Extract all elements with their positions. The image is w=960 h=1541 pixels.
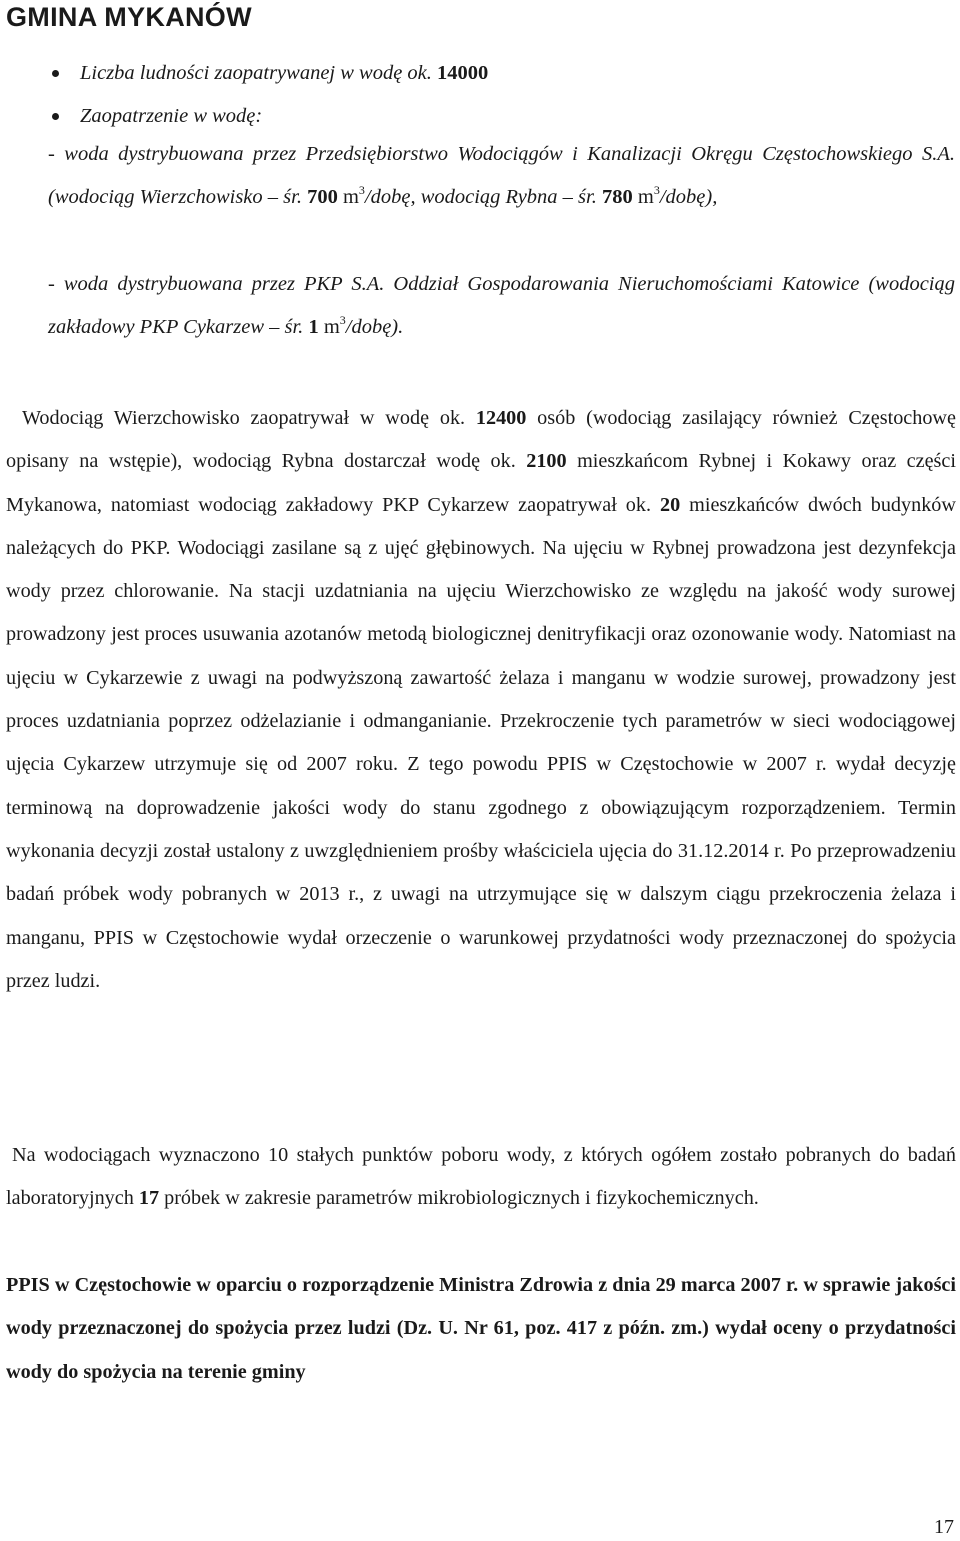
count-value: 2100 (526, 450, 567, 473)
text-run: /dobę). (345, 316, 404, 339)
count-value: 20 (659, 493, 681, 516)
unit-exponent: 3 (358, 183, 365, 198)
supply-detail-pwik (48, 133, 955, 220)
text-run: /dobę), (659, 186, 718, 209)
supply-detail-pkp (48, 263, 955, 350)
unit: m (632, 186, 654, 209)
text-run: - woda dystrybuowana przez Przedsiębiorstwo Wodociągów i Kanalizacji Okręgu Częstochowskiego S.A. (wodociąg Wierzchowisko – śr. (48, 143, 955, 209)
text-run: /dobę, wodociąg Rybna – śr. (364, 186, 602, 209)
unit: m (318, 316, 340, 339)
paragraph-sampling (6, 1134, 956, 1221)
bullet-dot-icon (52, 70, 59, 77)
count-value: 12400 (475, 407, 527, 429)
bullet-item-population (0, 52, 960, 95)
text-run: Na wodociągach wyznaczono 10 stałych punktów poboru wody, z których ogółem zostało pobranych do badań laboratoryjnych (6, 1144, 956, 1210)
count-value: 17 (138, 1187, 160, 1210)
section-heading: GMINA MYKANÓW (6, 2, 252, 32)
population-value: 14000 (437, 62, 489, 84)
text-run: próbek w zakresie parametrów mikrobiologicznych i fizykochemicznych. (159, 1187, 759, 1210)
text-run: osób (wodociąg zasilający również Częstochowę opisany na wstępie), wodociąg Rybna dostarczał wodę ok. (6, 407, 956, 473)
bullet-label: Zaopatrzenie w wodę: (80, 105, 263, 127)
unit: m (337, 186, 359, 209)
bullet-list (0, 52, 960, 138)
text-run: Wodociąg Wierzchowisko zaopatrywał w wodę ok. (22, 407, 476, 429)
bullet-item-supply (0, 95, 960, 138)
flow-value: 780 (602, 186, 633, 209)
text-run: mieszkańców dwóch budynków należących do PKP. Wodociągi zasilane są z ujęć głębinowych. Na ujęciu w Rybnej prowadzona jest dezynfekcja wody przez chlorowanie. Na stacji uzdatniania na ujęciu Wierzchowisko ze względu na jakość wody surowej prowadzony jest proces usuwania azotanów metodą biologicznej denitryfikacji oraz ozonowanie wody. Natomiast na ujęciu w Cykarzewie z uwagi na podwyższoną zawartość żelaza i manganu w wodzie surowej, prowadzony jest proces uzdatniania poprzez odżelazianie i odmanganianie. Przekroczenie tych parametrów w sieci wodociągowej ujęcia Cykarzew utrzymuje się od 2007 roku. Z tego powodu PPIS w Częstochowie w 2007 r. wydał decyzję terminową na doprowadzenie jakości wody do stanu zgodnego z obowiązującym rozporządzeniem. Termin wykonania decyzji został ustalony z uwzględnieniem prośby właściciela ujęcia do 31.12.2014 r. Po przeprowadzeniu badań próbek wody pobranych w 2013 r., z uwagi na utrzymujące się w dalszym ciągu przekroczenia żelaza i manganu, PPIS w Częstochowie wydał orzeczenie o warunkowej przydatności wody przeznaczonej do spożycia przez ludzi. (6, 493, 956, 992)
text-run: mieszkańcom Rybnej i Kokawy oraz części Mykanowa, natomiast wodociąg zakładowy PKP Cykarzew zaopatrywał ok. (6, 450, 956, 516)
page-number: 17 (934, 1516, 954, 1538)
flow-value: 1 (308, 316, 319, 339)
bullet-dot-icon (52, 113, 59, 120)
paragraph-waterworks (6, 397, 956, 1003)
bullet-label: Liczba ludności zaopatrywanej w wodę ok. (80, 62, 438, 84)
unit-exponent: 3 (653, 183, 660, 198)
text-run: - woda dystrybuowana przez PKP S.A. Oddział Gospodarowania Nieruchomościami Katowice (wodociąg zakładowy PKP Cykarzew – śr. (48, 273, 955, 339)
unit-exponent: 3 (339, 313, 346, 328)
flow-value: 700 (307, 186, 338, 209)
paragraph-assessment: PPIS w Częstochowie w oparciu o rozporządzenie Ministra Zdrowia z dnia 29 marca 2007 r. w sprawie jakości wody przeznaczonej do spożycia przez ludzi (Dz. U. Nr 61, poz. 417 z późn. zm.) wydał oceny o przydatności wody do spożycia na terenie gminy (6, 1274, 956, 1383)
